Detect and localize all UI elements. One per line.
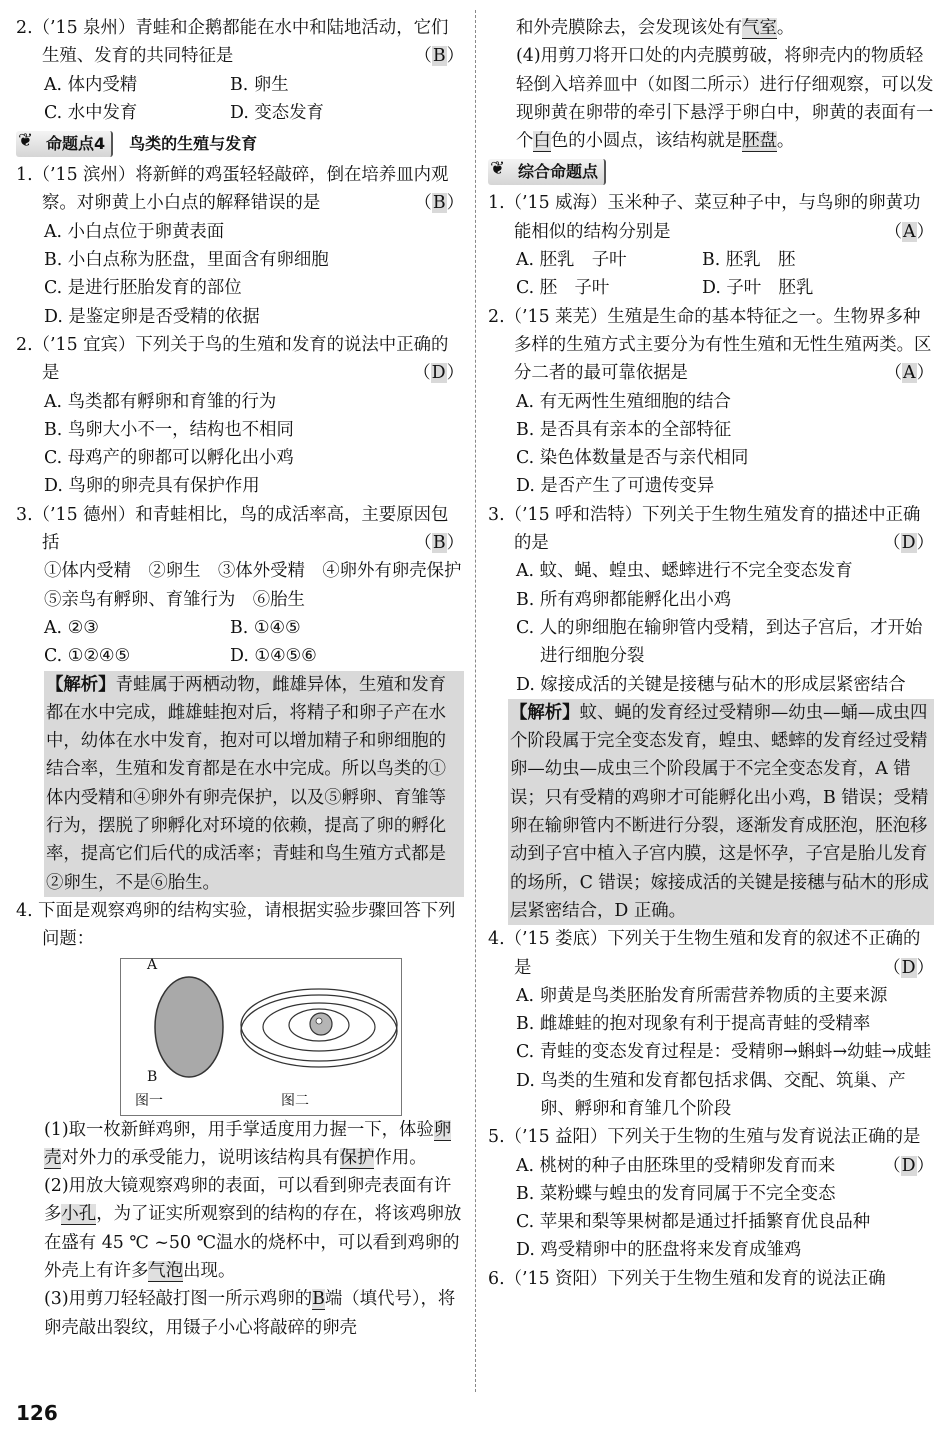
option-c: C. 青蛙的变态发育过程是：受精卵→蝌蚪→幼蛙→成蛙 bbox=[516, 1042, 932, 1063]
yolk-shape bbox=[310, 1013, 332, 1035]
answer-bracket: （B） bbox=[414, 193, 464, 214]
question-stem: 2.（’15 泉州）青蛙和企鹅都能在水中和陆地活动，它们生殖、发育的共同特征是 bbox=[16, 18, 449, 67]
question-stem: 1.（’15 滨州）将新鲜的鸡蛋轻轻敲碎，倒在培养皿内观察。对卵黄上小白点的解释错误的是 bbox=[16, 165, 449, 214]
question-stem: 1.（’15 威海）玉米种子、菜豆种子中，与鸟卵的卵黄功能相似的结构分别是 bbox=[488, 193, 921, 242]
option-b: B. ①④⑤ bbox=[230, 617, 301, 638]
section-title: 鸟类的生殖与发育 bbox=[129, 134, 258, 154]
section-badge: 综合命题点 bbox=[518, 162, 599, 182]
option-c: C. 是进行胚胎发育的部位 bbox=[44, 278, 242, 299]
sub-question-3: (3)用剪刀轻轻敲打图一所示鸡卵的B端（填代号），将卵壳敲出裂纹，用镊子小心将敲碎的卵壳 bbox=[44, 1289, 456, 1338]
option-a: A. 卵黄是鸟类胚胎发育所需营养物质的主要来源 bbox=[516, 985, 888, 1006]
leaf-icon: ❦ bbox=[18, 130, 34, 152]
answer-bracket: （A） bbox=[884, 363, 934, 384]
answer-fill: 气室 bbox=[742, 18, 777, 38]
answer-letter: A bbox=[903, 221, 916, 242]
option-d: D. ①④⑤⑥ bbox=[230, 646, 317, 667]
question-right-3 bbox=[488, 501, 934, 925]
sub-question-4: (4)用剪刀将开口处的内壳膜剪破，将卵壳内的物质轻轻倒入培养皿中（如图二所示）进行仔细观察，可以发现卵黄在卵带的牵引下悬浮于卵白中，卵黄的表面有一个白色的小圆点，该结构就是胚盘。 bbox=[516, 46, 934, 152]
answer-letter: A bbox=[903, 363, 916, 384]
germinal-disc bbox=[316, 1018, 322, 1024]
option-b: B. 所有鸡卵都能孵化出小鸡 bbox=[516, 589, 732, 610]
option-a: A. ②③ bbox=[44, 617, 99, 638]
sub-question-3-cont: 和外壳膜除去，会发现该处有气室。 bbox=[516, 18, 795, 38]
label-b: B bbox=[147, 1068, 158, 1085]
answer-fill: 小孔 bbox=[61, 1204, 97, 1225]
analysis-text: 青蛙属于两栖动物，雌雄异体，生殖和发育都在水中完成，雌雄蛙抱对后，将精子和卵子产在水中，幼体在水中发育，抱对可以增加精子和卵细胞的结合率，生殖和发育都是在水中完成。所以鸟类的①体内受精和④卵外有卵壳保护，以及⑤孵卵、育雏等行为，摆脱了卵孵化对环境的依赖，提高了卵的孵化率，提高它们后代的成活率；青蛙和鸟生殖方式都是②卵生，不是⑥胎生。 bbox=[46, 674, 447, 893]
option-b: B. 胚乳 胚 bbox=[702, 250, 796, 271]
option-a: A. 桃树的种子由胚珠里的受精卵发育而来 bbox=[516, 1155, 836, 1176]
analysis-box bbox=[508, 699, 934, 925]
left-column bbox=[16, 14, 479, 1342]
option-b: B. 鸟卵大小不一，结构也不相同 bbox=[44, 419, 294, 440]
option-a: A. 有无两性生殖细胞的结合 bbox=[516, 391, 731, 412]
egg-diagram bbox=[121, 956, 403, 1117]
leaf-icon: ❦ bbox=[490, 158, 506, 180]
option-c: C. 胚 子叶 bbox=[516, 278, 610, 299]
question-left-2 bbox=[16, 331, 464, 501]
answer-fill: 卵壳 bbox=[44, 1119, 452, 1168]
answer-bracket: （D） bbox=[883, 1155, 934, 1176]
answer-letter: B bbox=[432, 533, 446, 554]
question-left-1 bbox=[16, 161, 464, 331]
option-c: C. 母鸡产的卵都可以孵化出小鸡 bbox=[44, 448, 294, 469]
question-left-3 bbox=[16, 501, 479, 897]
question-left-4 bbox=[16, 897, 464, 1342]
question-left-2-prev bbox=[16, 14, 464, 127]
answer-letter: D bbox=[431, 363, 446, 384]
option-a: A. 蚊、蝇、蝗虫、蟋蟀进行不完全变态发育 bbox=[516, 561, 853, 582]
answer-fill: 胚盘 bbox=[742, 131, 777, 152]
option-c: C. 染色体数量是否与亲代相同 bbox=[516, 448, 749, 469]
option-a: A. 体内受精 bbox=[44, 74, 138, 95]
option-b: B. 菜粉蝶与蝗虫的发育同属于不完全变态 bbox=[516, 1183, 836, 1204]
question-stem: 3.（’15 德州）和青蛙相比，鸟的成活率高，主要原因包括 bbox=[16, 504, 449, 554]
whole-egg-shape bbox=[155, 977, 223, 1077]
option-d: D. 是否产生了可遗传变异 bbox=[516, 476, 715, 497]
analysis-tag: 【解析】 bbox=[46, 674, 116, 695]
question-items: ①体内受精 ②卵生 ③体外受精 ④卵外有卵壳保护 ⑤亲鸟有孵卵、育雏行为 ⑥胎生 bbox=[44, 561, 479, 610]
question-stem: 6.（’15 资阳）下列关于生物生殖和发育的说法正确 bbox=[488, 1268, 886, 1289]
analysis-tag: 【解析】 bbox=[510, 702, 580, 723]
section-header-comprehensive bbox=[488, 157, 934, 187]
option-c: C. 水中发育 bbox=[44, 102, 138, 123]
answer-bracket: （D） bbox=[883, 533, 934, 554]
answer-bracket: （B） bbox=[414, 533, 464, 554]
sub-question-2: (2)用放大镜观察鸡卵的表面，可以看到卵壳表面有许多小孔，为了证实所观察到的结构的存在，将该鸡卵放在盛有 45 ℃ ~50 ℃温水的烧杯中，可以看到鸡卵的外壳上有许多气泡出现。 bbox=[44, 1176, 462, 1281]
answer-fill: 保护 bbox=[339, 1147, 375, 1168]
option-d: D. 鸟卵的卵壳具有保护作用 bbox=[44, 476, 260, 497]
option-c: C. 人的卵细胞在输卵管内受精，到达子宫后，才开始进行细胞分裂 bbox=[516, 617, 923, 667]
analysis-box bbox=[44, 671, 464, 897]
question-stem: 3.（’15 呼和浩特）下列关于生物生殖发育的描述中正确的是 bbox=[488, 504, 921, 554]
analysis-text: 蚊、蝇的发育经过受精卵—幼虫—蛹—成虫四个阶段属于完全变态发育，蝗虫、蟋蟀的发育经过受精卵—幼虫—成虫三个阶段属于不完全变态发育，A 错误；只有受精的鸡卵才可能孵化出小鸡，B 错误；受精卵在输卵管内不断进行分裂，逐渐发育成胚泡，胚泡移动到子宫中植入子宫内膜，这是怀孕，子宫是胎儿发育的场所，C 错误；嫁接成活的关键是接穗与砧木的形成层紧密结合，D 正确。 bbox=[510, 702, 929, 921]
egg-figure bbox=[120, 958, 402, 1116]
option-d: D. 嫁接成活的关键是接穗与砧木的形成层紧密结合 bbox=[516, 674, 906, 695]
section-header-topic-4 bbox=[16, 129, 464, 159]
column-divider bbox=[475, 10, 476, 1392]
question-right-2 bbox=[488, 303, 934, 501]
option-a: A. 小白点位于卵黄表面 bbox=[44, 221, 225, 242]
answer-bracket: （D） bbox=[413, 363, 464, 384]
option-d: D. 变态发育 bbox=[230, 102, 324, 123]
option-d: D. 子叶 胚乳 bbox=[702, 278, 814, 299]
label-a: A bbox=[147, 956, 158, 973]
option-b: B. 雌雄蛙的抱对现象有利于提高青蛙的受精率 bbox=[516, 1014, 871, 1035]
right-column bbox=[488, 14, 934, 1293]
answer-bracket: （B） bbox=[414, 46, 464, 67]
answer-fill: 气泡 bbox=[148, 1260, 184, 1281]
answer-letter: B bbox=[432, 193, 446, 214]
answer-bracket: （D） bbox=[883, 957, 934, 978]
question-stem: 4. 下面是观察鸡卵的结构实验，请根据实验步骤回答下列问题： bbox=[16, 900, 456, 950]
option-b: B. 卵生 bbox=[230, 74, 289, 95]
option-d: D. 鸟类的生殖和发育都包括求偶、交配、筑巢、产卵、孵卵和育雏几个阶段 bbox=[516, 1070, 906, 1119]
question-stem: 2.（’15 莱芜）生殖是生命的基本特征之一。生物界多种多样的生殖方式主要分为有性生殖和无性生殖两类。区分二者的最可靠依据是 bbox=[488, 306, 932, 384]
question-stem: 2.（’15 宜宾）下列关于鸟的生殖和发育的说法中正确的是 bbox=[16, 334, 449, 384]
answer-fill: B bbox=[312, 1289, 325, 1310]
option-b: B. 小白点称为胚盘，里面含有卵细胞 bbox=[44, 250, 329, 271]
option-c: C. 苹果和梨等果树都是通过扦插繁育优良品种 bbox=[516, 1212, 871, 1233]
question-right-4 bbox=[488, 925, 934, 1123]
answer-fill: 白 bbox=[533, 131, 551, 152]
option-a: A. 胚乳 子叶 bbox=[516, 250, 627, 271]
answer-bracket: （A） bbox=[884, 221, 934, 242]
option-b: B. 是否具有亲本的全部特征 bbox=[516, 419, 732, 440]
section-badge: 命题点4 bbox=[46, 134, 106, 154]
option-c: C. ①②④⑤ bbox=[44, 646, 131, 667]
question-stem: 4.（’15 娄底）下列关于生物生殖和发育的叙述不正确的是 bbox=[488, 929, 921, 978]
option-a: A. 鸟类都有孵卵和育雏的行为 bbox=[44, 391, 277, 412]
option-d: D. 是鉴定卵是否受精的依据 bbox=[44, 306, 260, 327]
figure-1-caption: 图一 bbox=[135, 1092, 163, 1109]
question-right-1 bbox=[488, 189, 934, 302]
option-d: D. 鸡受精卵中的胚盘将来发育成雏鸡 bbox=[516, 1240, 802, 1261]
question-stem: 5.（’15 益阳）下列关于生物的生殖与发育说法正确的是 bbox=[488, 1127, 921, 1148]
answer-letter: D bbox=[901, 1155, 916, 1176]
answer-letter: D bbox=[901, 533, 916, 554]
figure-2-caption: 图二 bbox=[281, 1092, 309, 1109]
answer-letter: B bbox=[432, 46, 446, 67]
question-right-5 bbox=[488, 1123, 934, 1264]
answer-letter: D bbox=[901, 957, 916, 978]
question-right-6 bbox=[488, 1265, 934, 1293]
page-number: 126 bbox=[16, 1401, 58, 1425]
sub-question-1: (1)取一枚新鲜鸡卵，用手掌适度用力握一下，体验卵壳对外力的承受能力，说明该结构具有保护作用。 bbox=[44, 1119, 452, 1168]
